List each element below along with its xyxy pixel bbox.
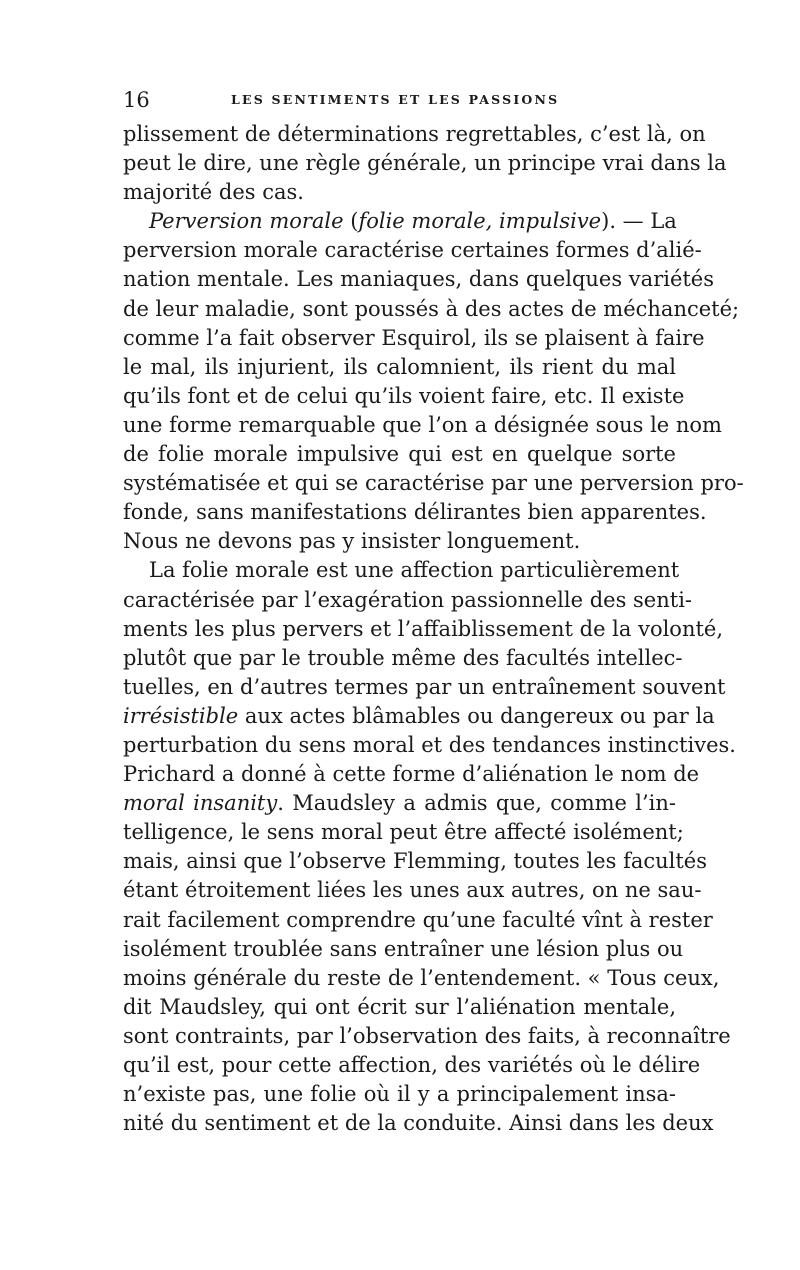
text-line	[123, 411, 722, 440]
text-segment: comme l’a fait observer Esquirol, ils se plaisent à faire	[123, 325, 705, 350]
text-line	[123, 615, 724, 644]
text-line	[123, 440, 676, 469]
text-line	[123, 586, 693, 615]
text-segment: La folie morale est une affection particulièrement	[149, 558, 680, 583]
text-segment: qu’ils font et de celui qu’ils voient faire, etc. Il existe	[123, 383, 685, 408]
text-segment: perturbation du sens moral et des tendances instinctives.	[123, 732, 736, 757]
text-line	[123, 324, 705, 353]
text-segment: rait facilement comprendre qu’une faculté vînt à rester	[123, 907, 713, 932]
text-segment: Prichard a donné à cette forme d’aliénation le nom de	[123, 762, 700, 787]
page-number: 16	[123, 88, 150, 112]
text-segment: perversion morale caractérise certaines formes d’alié-	[123, 238, 702, 263]
text-line	[123, 353, 676, 382]
text-segment: dit Maudsley, qui ont écrit sur l’aliénation mentale,	[123, 994, 676, 1019]
text-line	[123, 382, 685, 411]
text-line	[123, 789, 676, 818]
text-line	[123, 906, 713, 935]
text-segment: mais, ainsi que l’observe Flemming, toutes les facultés	[123, 849, 708, 874]
text-line	[123, 469, 744, 498]
text-line	[123, 760, 700, 789]
text-segment: sont contraints, par l’observation des faits, à reconnaître	[123, 1023, 731, 1048]
text-line	[123, 818, 684, 847]
text-segment: de folie morale impulsive qui est en quelque sorte	[123, 442, 676, 467]
text-line	[123, 964, 720, 993]
text-segment: (	[343, 209, 359, 234]
text-segment: aux actes blâmables ou dangereux ou par la	[238, 703, 715, 728]
text-segment: ments les plus pervers et l’affaiblissement de la volonté,	[123, 616, 724, 641]
text-segment: le mal, ils injurient, ils calomnient, ils rient du mal	[123, 354, 676, 379]
text-segment: nité du sentiment et de la conduite. Ainsi dans les deux	[123, 1111, 714, 1136]
text-line	[123, 1080, 676, 1109]
text-segment: ). — La	[601, 209, 677, 234]
text-segment: qu’il est, pour cette affection, des variétés où le délire	[123, 1053, 701, 1077]
text-line	[123, 178, 676, 207]
text-segment: de leur maladie, sont poussés à des actes de méchanceté;	[123, 296, 740, 321]
running-head: LES SENTIMENTS ET LES PASSIONS	[231, 92, 560, 107]
text-segment: peut le dire, une règle générale, un principe vrai dans la	[123, 151, 727, 176]
text-line	[123, 673, 726, 702]
text-segment: nation mentale. Les maniaques, dans quelques variétés	[123, 267, 715, 292]
text-segment: majorité des cas.	[123, 180, 304, 205]
italic-text: folie morale, impulsive	[358, 209, 602, 234]
text-line	[123, 498, 707, 527]
italic-text: Perversion morale	[149, 209, 344, 234]
text-line	[123, 265, 715, 294]
text-line	[123, 149, 727, 178]
text-segment: n’existe pas, une folie où il y a principalement insa-	[123, 1082, 676, 1107]
text-segment: étant étroitement liées les unes aux autres, on ne sau-	[123, 878, 702, 903]
italic-text: moral insanity	[123, 791, 278, 816]
body-text	[123, 120, 744, 1138]
text-segment: une forme remarquable que l’on a désignée sous le nom	[123, 412, 722, 437]
text-line	[123, 644, 683, 673]
text-line	[123, 295, 740, 324]
text-segment: . Maudsley a admis que, comme l’in-	[277, 791, 676, 816]
text-line	[123, 236, 702, 265]
book-page	[123, 86, 744, 1138]
text-line	[123, 993, 676, 1022]
text-line	[123, 702, 715, 731]
text-line	[123, 1022, 731, 1051]
text-line	[123, 731, 736, 760]
italic-text: irrésistible	[123, 703, 239, 728]
text-segment: Nous ne devons pas y insister longuement.	[123, 529, 581, 554]
text-segment: telligence, le sens moral peut être affecté isolément;	[123, 820, 684, 845]
text-line	[123, 527, 676, 556]
text-segment: systématisée et qui se caractérise par une perversion pro-	[123, 471, 744, 496]
text-line	[123, 556, 680, 585]
text-line	[123, 1109, 714, 1138]
text-line	[123, 876, 702, 905]
text-line	[123, 935, 684, 964]
text-line	[123, 120, 706, 149]
text-segment: plissement de déterminations regrettables, c’est là, on	[123, 122, 706, 146]
page-header	[123, 86, 676, 114]
text-line	[123, 1051, 701, 1080]
text-segment: plutôt que par le trouble même des facultés intellec-	[123, 645, 683, 670]
text-segment: caractérisée par l’exagération passionnelle des senti-	[123, 587, 693, 612]
text-segment: moins générale du reste de l’entendement. « Tous ceux,	[123, 965, 720, 990]
text-segment: tuelles, en d’autres termes par un entraînement souvent	[123, 674, 726, 699]
text-segment: fonde, sans manifestations délirantes bien apparentes.	[123, 500, 707, 525]
text-line	[123, 207, 676, 236]
text-segment: isolément troublée sans entraîner une lésion plus ou	[123, 936, 684, 961]
text-line	[123, 847, 708, 876]
